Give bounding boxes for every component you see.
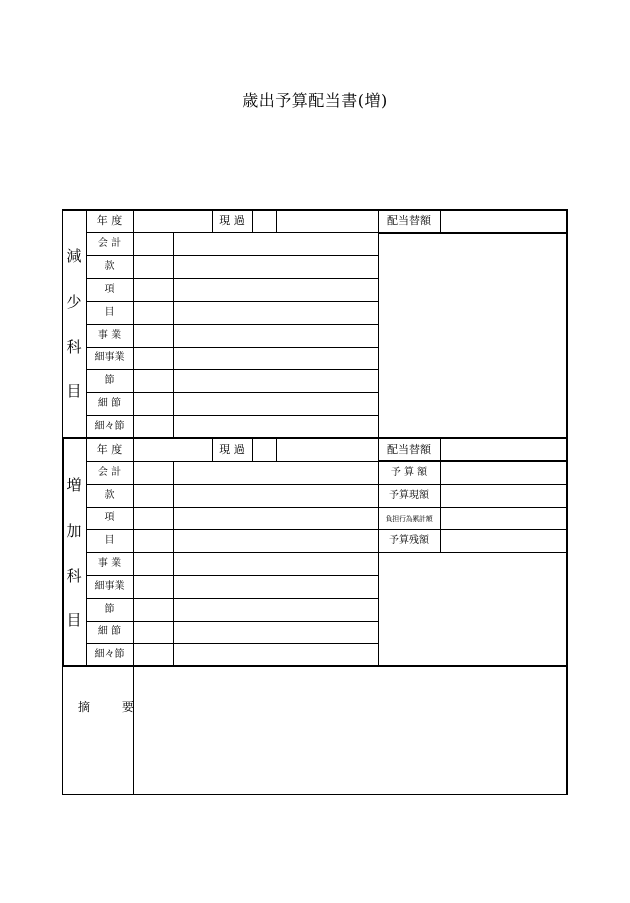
increase-row-label: 款: [104, 490, 115, 501]
decrease-group-char: 減: [66, 247, 82, 265]
increase-transfer-field[interactable]: [441, 439, 566, 460]
current-budget-label: 予算現額: [389, 490, 429, 501]
budget-remaining-label: 予算残額: [389, 535, 429, 546]
increase-row-label: 目: [104, 535, 115, 546]
increase-row-label: 節: [104, 604, 115, 615]
decrease-transfer-bottom: [378, 232, 568, 234]
decrease-period-mid: [252, 209, 253, 233]
decrease-transfer-field[interactable]: [441, 210, 566, 232]
increase-period-field[interactable]: [277, 439, 378, 461]
increase-period-label: 現 過: [219, 443, 245, 456]
decrease-group-char: 科: [66, 338, 82, 356]
increase-row-label: 細 節: [97, 626, 122, 637]
decrease-row-label: 会 計: [97, 238, 122, 249]
decrease-row-label: 細 節: [97, 398, 122, 409]
frame-bottom: [62, 794, 568, 795]
increase-amount-line: [378, 552, 567, 553]
increase-group-char: 増: [66, 476, 82, 494]
increase-row-label: 細々節: [94, 649, 125, 660]
decrease-code-divider: [173, 232, 174, 438]
increase-row-label: 細事業: [94, 581, 125, 592]
decrease-row-label: 目: [104, 307, 115, 318]
commitment-total-label: 負担行為累計額: [385, 515, 433, 523]
decrease-row-label: 事 業: [97, 330, 122, 341]
decrease-year-field[interactable]: [134, 210, 212, 232]
frame-right: [566, 209, 568, 795]
summary-field[interactable]: [134, 667, 566, 794]
budget-amount-label: 予 算 額: [390, 467, 428, 478]
increase-code-divider: [173, 461, 174, 666]
increase-row-label: 事 業: [97, 558, 122, 569]
decrease-row-label: 款: [104, 261, 115, 272]
increase-year-label: 年 度: [96, 443, 123, 456]
decrease-row-label: 節: [104, 375, 115, 386]
decrease-group-char: 少: [66, 293, 82, 311]
increase-row-label: 項: [104, 512, 115, 523]
decrease-right-divider: [378, 209, 379, 438]
decrease-row-label: 細々節: [94, 421, 125, 432]
increase-row-label: 会 計: [97, 467, 122, 478]
decrease-period-field[interactable]: [277, 210, 378, 232]
decrease-transfer-label: 配当替額: [387, 214, 431, 227]
increase-transfer-label: 配当替額: [387, 443, 431, 456]
increase-group-char: 加: [66, 522, 82, 540]
page-title: 歳出予算配当書(増): [242, 91, 388, 110]
increase-group-char: 科: [66, 567, 82, 585]
decrease-year-label: 年 度: [96, 214, 123, 227]
summary-label: 摘 要: [78, 700, 148, 714]
increase-group-char: 目: [66, 611, 82, 629]
decrease-row-label: 細事業: [94, 352, 125, 363]
increase-year-field[interactable]: [134, 439, 212, 461]
increase-block-left-bold: [62, 437, 64, 667]
increase-period-mid: [252, 438, 253, 461]
decrease-group-char: 目: [66, 382, 82, 400]
decrease-row-label: 項: [104, 284, 115, 295]
decrease-period-label: 現 過: [219, 214, 245, 227]
